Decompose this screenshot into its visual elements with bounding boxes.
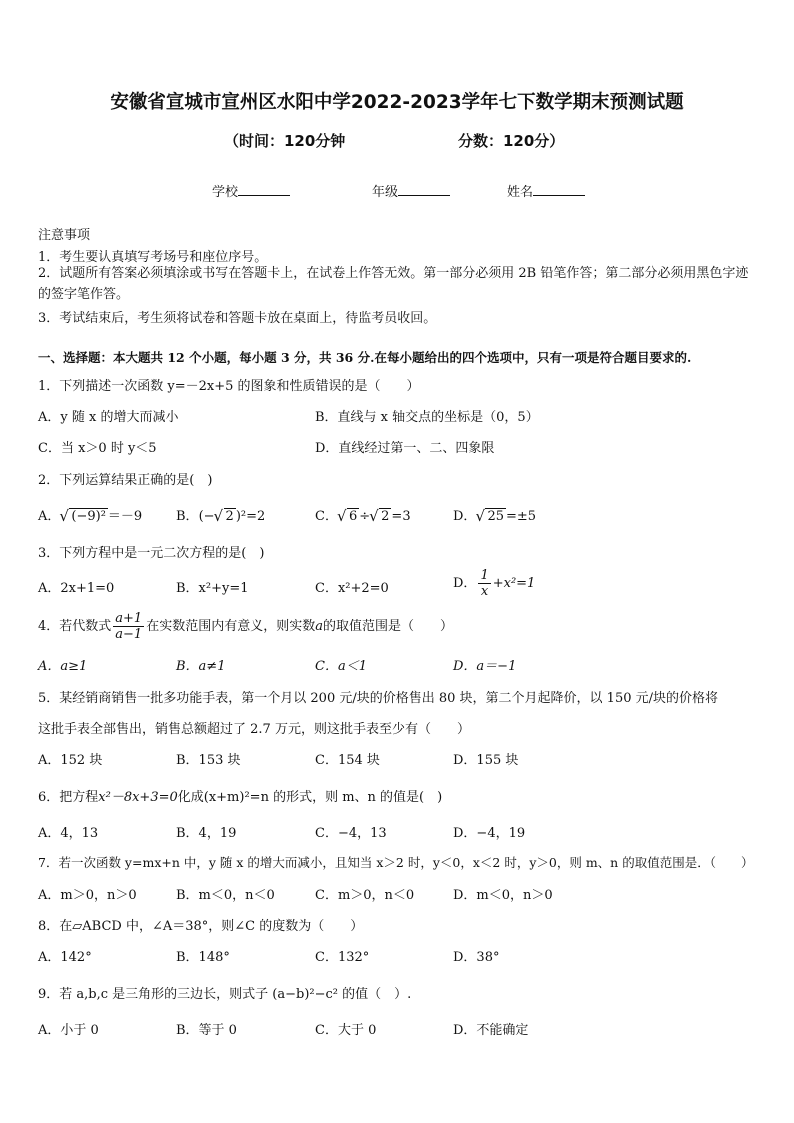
question-6-stem: 6．把方程x²－8x+3=0化成(x+m)²=n 的形式，则 m、n 的值是( ) (38, 790, 443, 805)
question-7-stem: 7．若一次函数 y=mx+n 中，y 随 x 的增大而减小，且知当 x＞2 时，y＜0，x＜2 时，y＞0，则 m、n 的取值范围是．（ ） (38, 855, 754, 870)
q9-option-b: B．等于 0 (176, 1023, 237, 1038)
note-item: 1．考生要认真填写考场号和座位序号。 (38, 250, 268, 265)
question-2-stem: 2．下列运算结果正确的是( ) (38, 473, 213, 488)
q2-option-b: B．(−√ 2 )²=2 (176, 505, 265, 524)
q8-option-c: C．132° (315, 950, 370, 965)
q4-option-c: C．a＜1 (315, 659, 367, 674)
q5-option-a: A．152 块 (38, 753, 103, 768)
question-9-stem: 9．若 a,b,c 是三角形的三边长，则式子 (a−b)²−c² 的值（ ）. (38, 987, 412, 1002)
question-5-stem-cont: 这批手表全部售出，销售总额超过了 2.7 万元，则这批手表至少有（ ） (38, 722, 470, 737)
q8-option-d: D．38° (453, 950, 500, 965)
q4-option-d: D．a＝−1 (453, 659, 517, 674)
q2-option-d: D．√ 25 =±5 (453, 505, 536, 524)
q5-option-b: B．153 块 (176, 753, 241, 768)
q7-option-a: A．m＞0，n＞0 (38, 888, 137, 903)
q3-option-d: D． $\frac{1}{x}$ +x²=1 (453, 568, 536, 599)
question-5-stem: 5．某经销商销售一批多功能手表，第一个月以 200 元/块的价格售出 80 块，第二个月起降价，以 150 元/块的价格将 (38, 691, 718, 706)
page-title: 安徽省宣城市宣州区水阳中学2022-2023学年七下数学期末预测试题 (110, 92, 684, 113)
q7-option-c: C．m＞0，n＜0 (315, 888, 415, 903)
q9-option-a: A．小于 0 (38, 1023, 99, 1038)
question-8-stem: 8．在▱ABCD 中，∠A＝38°，则∠C 的度数为（ ） (38, 919, 364, 934)
school-field: 学校 (212, 181, 290, 200)
q6-option-b: B．4，19 (176, 826, 237, 841)
grade-field: 年级 (372, 181, 450, 200)
q4-option-b: B．a≠1 (176, 659, 226, 674)
q8-option-b: B．148° (176, 950, 230, 965)
q3-option-b: B．x²+y=1 (176, 581, 249, 596)
section-heading: 一、选择题：本大题共 12 个小题，每小题 3 分，共 36 分.在每小题给出的四个选项中，只有一项是符合题目要求的. (38, 350, 692, 365)
q7-option-b: B．m＜0，n＜0 (176, 888, 275, 903)
question-3-stem: 3．下列方程中是一元二次方程的是( ) (38, 546, 265, 561)
name-field: 姓名 (507, 181, 585, 200)
note-item: 2．试题所有答案必须填涂或书写在答题卡上，在试卷上作答无效。第一部分必须用 2B 铅笔作答；第二部分必须用黑色字迹的签字笔作答。 (38, 266, 749, 302)
q1-option-c: C．当 x＞0 时 y＜5 (38, 441, 157, 456)
q4-option-a: A．a≥1 (38, 659, 88, 674)
exam-score: 分数：120分） (458, 132, 565, 150)
q3-option-c: C．x²+2=0 (315, 581, 389, 596)
question-1-stem: 1．下列描述一次函数 y=－2x+5 的图象和性质错误的是（ ） (38, 379, 420, 394)
q9-option-c: C．大于 0 (315, 1023, 377, 1038)
q7-option-d: D．m＜0，n＞0 (453, 888, 553, 903)
q6-option-c: C．−4，13 (315, 826, 387, 841)
q2-option-a: A．√ (−9)² ＝－9 (38, 505, 142, 524)
q6-option-a: A．4，13 (38, 826, 99, 841)
q6-option-d: D．−4，19 (453, 826, 526, 841)
q1-option-d: D．直线经过第一、二、四象限 (315, 441, 495, 456)
q5-option-d: D．155 块 (453, 753, 519, 768)
q1-option-a: A．y 随 x 的增大而减小 (38, 410, 179, 425)
q3-option-a: A．2x+1=0 (38, 581, 115, 596)
q8-option-a: A．142° (38, 950, 92, 965)
notes-heading: 注意事项 (38, 228, 91, 243)
q5-option-c: C．154 块 (315, 753, 380, 768)
q9-option-d: D．不能确定 (453, 1023, 529, 1038)
q2-option-c: C．√ 6 ÷√ 2 =3 (315, 505, 411, 524)
note-item: 3．考试结束后，考生须将试卷和答题卡放在桌面上，待监考员收回。 (38, 311, 437, 326)
exam-time: （时间：120分钟 (224, 132, 346, 150)
q1-option-b: B．直线与 x 轴交点的坐标是（0，5） (315, 410, 539, 425)
question-4-stem: 4．若代数式 $\frac{a+1}{a-1}$ 在实数范围内有意义，则实数a的取值范围是（ ） (38, 611, 453, 642)
